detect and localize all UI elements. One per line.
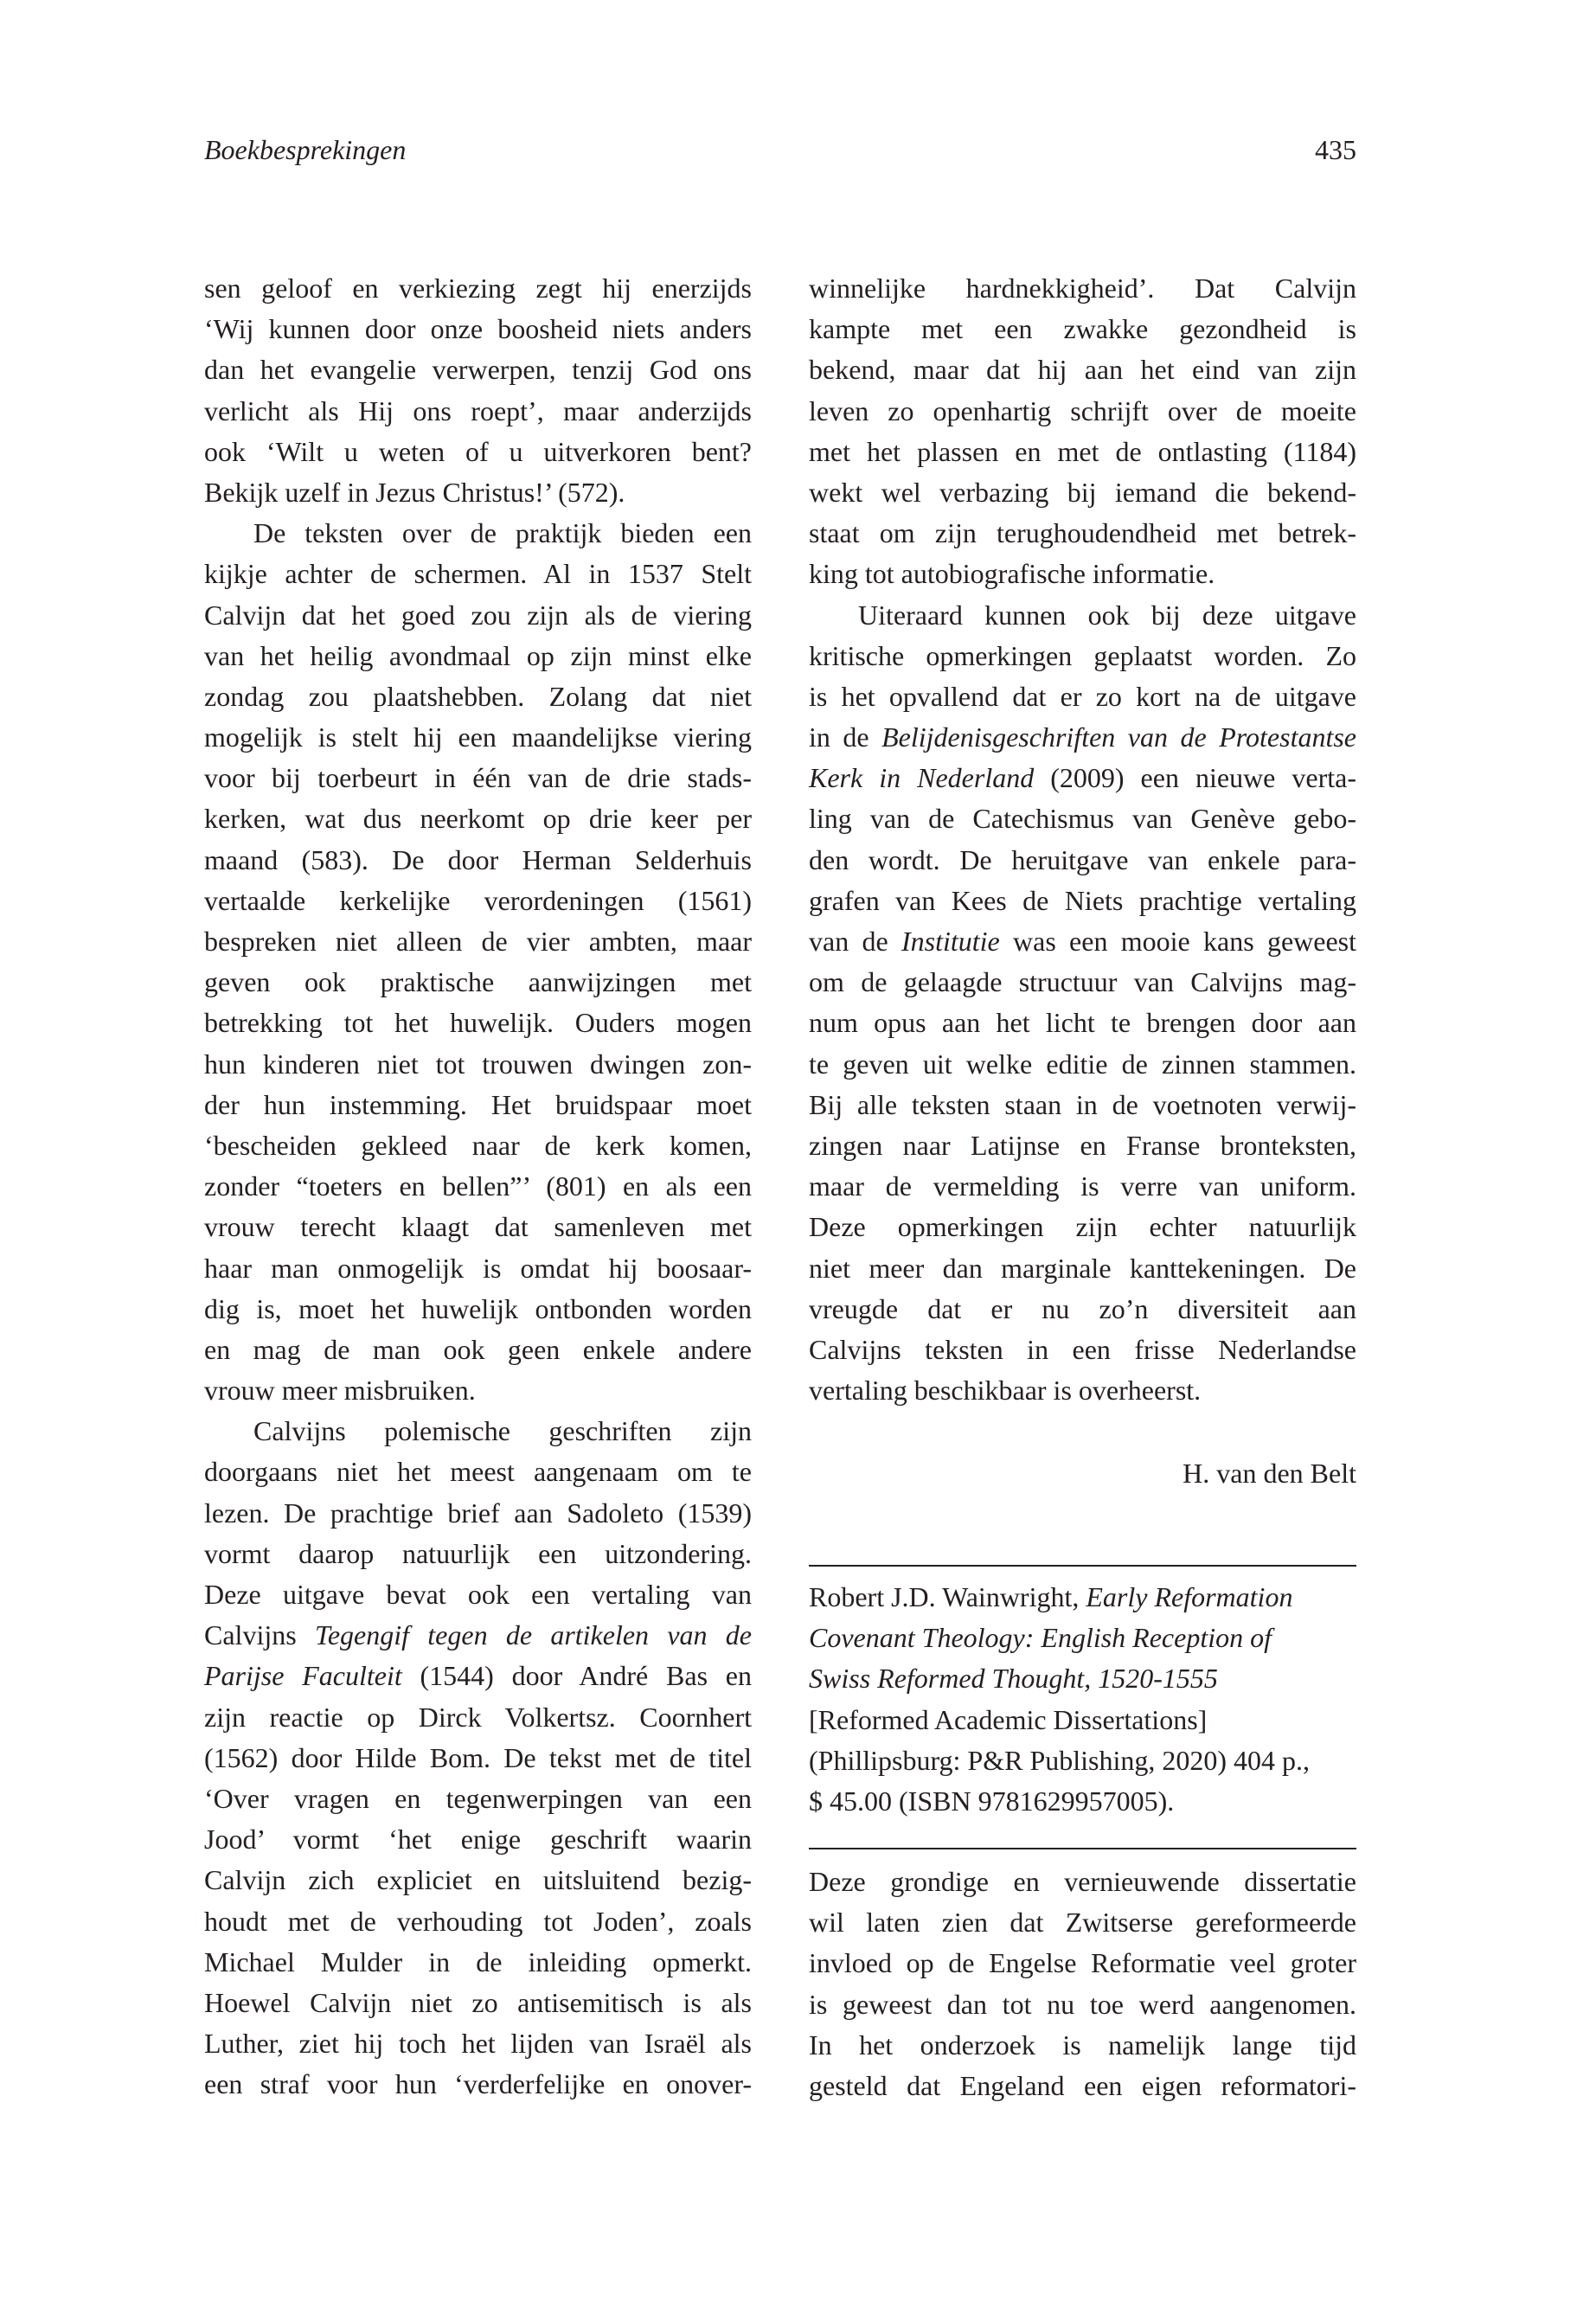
- text-line: is het opvallend dat er zo kort na de uitgave: [809, 680, 1356, 712]
- text-line: voor bij toerbeurt in één van de drie stads-: [204, 762, 752, 794]
- text-span: Robert J.D. Wainwright,: [809, 1581, 1086, 1612]
- text-span: in de: [809, 721, 882, 753]
- text-line: doorgaans niet het meest aangenaam om te: [204, 1456, 752, 1488]
- text-line: [809, 758, 1356, 798]
- text-line: van het heilig avondmaal op zijn minst elke: [204, 639, 752, 671]
- divider-top: [809, 1565, 1356, 1567]
- text-line: met het plassen en met de ontlasting (1184): [809, 435, 1356, 467]
- text-line: winnelijke hardnekkigheid’. Dat Calvijn: [809, 272, 1356, 304]
- text-line: Deze grondige en vernieuwende dissertatie: [809, 1866, 1356, 1897]
- text-line: [809, 1577, 1397, 1618]
- text-span: (1544) door André Bas en: [401, 1660, 753, 1692]
- text-line: vrouw terecht klaagt dat samenleven met: [204, 1211, 752, 1243]
- text-line: zijn reactie op Dirck Volkertsz. Coornhert: [204, 1701, 752, 1733]
- text-line: kampte met een zwakke gezondheid is: [809, 313, 1356, 345]
- text-line: [809, 717, 1356, 758]
- left-column: [204, 268, 752, 2105]
- text-line: vertaalde kerkelijke verordeningen (1561): [204, 884, 752, 916]
- text-line: Michael Mulder in de inleiding opmerkt.: [204, 1945, 752, 1977]
- text-line: Deze opmerkingen zijn echter natuurlijk: [809, 1211, 1356, 1243]
- text-line: num opus aan het licht te brengen door aan: [809, 1007, 1356, 1039]
- text-line: (1562) door Hilde Bom. De tekst met de titel: [204, 1741, 752, 1773]
- italic-title: Parijse Faculteit: [204, 1660, 402, 1692]
- italic-title: Swiss Reformed Thought, 1520-1555: [809, 1663, 1218, 1695]
- italic-title: Covenant Theology: English Reception of: [809, 1622, 1272, 1654]
- text-line: den wordt. De heruitgave van enkele para-: [809, 843, 1356, 875]
- text-line: [Reformed Academic Dissertations]: [809, 1703, 1208, 1735]
- italic-title: Early Reformation: [1086, 1581, 1293, 1612]
- text-span: Calvijns: [204, 1619, 315, 1651]
- text-line: geven ook praktische aanwijzingen met: [204, 966, 752, 998]
- right-column: [809, 268, 1356, 1411]
- text-line: vertaling beschikbaar is overheerst.: [809, 1375, 1202, 1407]
- text-line: ‘Wij kunnen door onze boosheid niets anders: [204, 313, 752, 345]
- review-body: [809, 1862, 1356, 2106]
- text-line: ook ‘Wilt u weten of u uitverkoren bent?: [204, 435, 752, 467]
- text-line: [204, 1615, 752, 1656]
- text-line: vrouw meer misbruiken.: [204, 1375, 476, 1407]
- text-line: wil laten zien dat Zwitserse gereformeerde: [809, 1907, 1356, 1939]
- text-line: Luther, ziet hij toch het lijden van Israël als: [204, 2028, 752, 2060]
- text-line: leven zo openhartig schrijft over de moeite: [809, 394, 1356, 426]
- text-line: De teksten over de praktijk bieden een: [253, 517, 752, 549]
- text-line: en mag de man ook geen enkele andere: [204, 1333, 752, 1365]
- text-line: (Phillipsburg: P&R Publishing, 2020) 404 p.,: [809, 1744, 1311, 1776]
- text-line: maar de vermelding is verre van uniform.: [809, 1170, 1356, 1202]
- text-line: staat om zijn terughoudendheid met betrek-: [809, 517, 1356, 549]
- text-line: Deze uitgave bevat ook een vertaling van: [204, 1579, 752, 1610]
- text-line: king tot autobiografische informatie.: [809, 558, 1215, 590]
- divider-bottom: [809, 1848, 1356, 1849]
- text-line: Calvijns polemische geschriften zijn: [253, 1415, 752, 1447]
- text-line: een straf voor hun ‘verderfelijke en onover-: [204, 2068, 752, 2100]
- text-line: houdt met de verhouding tot Joden’, zoals: [204, 1905, 752, 1937]
- text-line: [204, 1656, 752, 1696]
- text-line: In het onderzoek is namelijk lange tijd: [809, 2029, 1356, 2061]
- text-span: was een mooie kans geweest: [999, 926, 1357, 957]
- italic-title: Belijdenisgeschriften van de Protestantse: [881, 721, 1357, 753]
- text-line: verlicht als Hij ons roept’, maar anderzijds: [204, 394, 752, 426]
- text-line: zonder “toeters en bellen”’ (801) en als een: [204, 1170, 752, 1202]
- text-line: vreugde dat er nu zo’n diversiteit aan: [809, 1292, 1356, 1324]
- text-line: grafen van Kees de Niets prachtige vertaling: [809, 884, 1356, 916]
- text-line: zingen naar Latijnse en Franse bronteksten,: [809, 1129, 1356, 1161]
- text-line: lezen. De prachtige brief aan Sadoleto (1539): [204, 1497, 752, 1529]
- text-span: (2009) een nieuwe verta-: [1034, 762, 1357, 794]
- text-line: [809, 921, 1356, 962]
- text-line: ling van de Catechismus van Genève gebo-: [809, 803, 1356, 835]
- text-line: kerken, wat dus neerkomt op drie keer per: [204, 803, 752, 835]
- text-line: dig is, moet het huwelijk ontbonden worden: [204, 1292, 752, 1324]
- italic-title: Tegengif tegen de artikelen van de: [314, 1619, 753, 1651]
- text-line: Bij alle teksten staan in de voetnoten verwij-: [809, 1088, 1356, 1120]
- reviewer-signature: H. van den Belt: [1183, 1458, 1356, 1489]
- text-line: maand (583). De door Herman Selderhuis: [204, 843, 752, 875]
- text-line: haar man onmogelijk is omdat hij boosaar-: [204, 1252, 752, 1284]
- text-line: bekend, maar dat hij aan het eind van zijn: [809, 354, 1356, 386]
- text-line: Calvijn dat het goed zou zijn als de viering: [204, 599, 752, 631]
- text-line: invloed op de Engelse Reformatie veel groter: [809, 1947, 1356, 1979]
- text-line: dan het evangelie verwerpen, tenzij God ons: [204, 354, 752, 386]
- text-line: om de gelaagde structuur van Calvijns mag-: [809, 966, 1356, 998]
- text-line: Calvijn zich expliciet en uitsluitend bezig-: [204, 1864, 752, 1896]
- text-line: [809, 1658, 1397, 1699]
- italic-title: Kerk in Nederland: [809, 762, 1035, 794]
- text-line: [809, 1618, 1397, 1658]
- book-citation: [809, 1577, 1397, 1822]
- text-line: zondag zou plaatshebben. Zolang dat niet: [204, 680, 752, 712]
- text-line: sen geloof en verkiezing zegt hij enerzijds: [204, 272, 752, 304]
- text-line: betrekking tot het huwelijk. Ouders mogen: [204, 1007, 752, 1039]
- text-line: der hun instemming. Het bruidspaar moet: [204, 1088, 752, 1120]
- text-line: te geven uit welke editie de zinnen stammen.: [809, 1048, 1356, 1080]
- text-line: kritische opmerkingen geplaatst worden. Zo: [809, 639, 1356, 671]
- text-line: wekt wel verbazing bij iemand die bekend-: [809, 476, 1356, 508]
- text-line: Calvijns teksten in een frisse Nederlandse: [809, 1333, 1356, 1365]
- text-line: gesteld dat Engeland een eigen reformatori-: [809, 2069, 1356, 2101]
- text-line: vormt daarop natuurlijk een uitzondering.: [204, 1537, 752, 1569]
- text-line: mogelijk is stelt hij een maandelijkse viering: [204, 721, 752, 753]
- italic-title: Institutie: [901, 926, 1000, 957]
- text-line: ‘bescheiden gekleed naar de kerk komen,: [204, 1129, 752, 1161]
- text-line: Jood’ vormt ‘het enige geschrift waarin: [204, 1823, 752, 1856]
- text-line: ‘Over vragen en tegenwerpingen van een: [204, 1782, 752, 1814]
- text-line: Hoewel Calvijn niet zo antisemitisch is als: [204, 1986, 752, 2018]
- running-head: Boekbesprekingen: [204, 134, 407, 165]
- text-line: niet meer dan marginale kanttekeningen. De: [809, 1252, 1356, 1284]
- text-line: is geweest dan tot nu toe werd aangenomen.: [809, 1988, 1356, 2020]
- text-line: bespreken niet alleen de vier ambten, maar: [204, 926, 752, 957]
- text-line: Bekijk uzelf in Jezus Christus!’ (572).: [204, 476, 625, 508]
- text-line: $ 45.00 (ISBN 9781629957005).: [809, 1785, 1175, 1817]
- text-line: hun kinderen niet tot trouwen dwingen zon-: [204, 1048, 752, 1080]
- text-line: kijkje achter de schermen. Al in 1537 Stelt: [204, 558, 752, 590]
- text-line: Uiteraard kunnen ook bij deze uitgave: [858, 599, 1356, 631]
- page-number: 435: [1315, 134, 1356, 165]
- text-span: van de: [809, 926, 901, 957]
